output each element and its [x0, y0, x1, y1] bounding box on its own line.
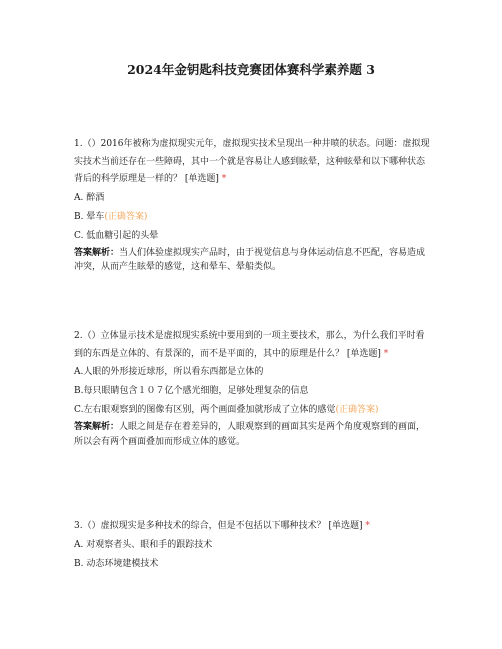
option-a[interactable]: A. 对观察者头、眼和手的跟踪技术 [74, 539, 213, 550]
question-stem-text: 2.（）立体显示技术是虚拟现实系统中要用到的一项主要技术，那么，为什么我们平时看到的东西是立体的、有景深的，而不是平面的，其中的原理是什么？ [单选题] [74, 331, 425, 359]
option-b[interactable]: B. 晕车(正确答案) [74, 211, 148, 222]
question-stem-text: 1.（）2016年被称为虚拟现实元年，虚拟现实技术呈现出一种井喷的状态。问题：虚拟现实技术当前还存在一些障碍，其中一个就是容易让人感到眩晕，这种眩晕和以下哪种状态背后的科学原理是一样的？ [单选题] [74, 139, 430, 184]
question-stem [74, 136, 432, 189]
required-mark: * [383, 348, 389, 359]
question-1 [74, 136, 432, 275]
answer-analysis [74, 420, 432, 449]
correct-answer-tag: (正确答案) [335, 405, 379, 415]
option-c[interactable]: C. 低血糖引起的头晕 [74, 230, 159, 241]
question-3 [74, 518, 432, 574]
question-stem [74, 328, 432, 363]
document-title: 2024年金钥匙科技竞赛团体赛科学素养题 3 [127, 62, 375, 77]
correct-answer-tag: (正确答案) [104, 211, 148, 222]
question-2 [74, 328, 432, 449]
required-mark: * [221, 174, 227, 184]
option-b[interactable]: B.每只眼睛包含１０７亿个感光细胞，足够处理复杂的信息 [74, 386, 309, 396]
option-a[interactable]: A.人眼的外形接近球形，所以看东西都是立体的 [74, 367, 264, 377]
analysis-text: 人眼之间是存在着差异的，人眼观察到的画面其实是两个角度观察到的画面，所以会有两个画面叠加而形成立体的感觉。 [74, 422, 426, 447]
answer-analysis [74, 246, 432, 275]
option-c[interactable]: C.左右眼观察到的图像有区别，两个画面叠加就形成了立体的感觉(正确答案) [74, 405, 379, 415]
option-b[interactable]: B. 动态环境建模技术 [74, 558, 159, 569]
option-a[interactable]: A. 醉酒 [74, 192, 105, 203]
analysis-label: 答案解析： [74, 422, 120, 432]
analysis-text: 当人们体验虚拟现实产品时，由于视觉信息与身体运动信息不匹配，容易造成冲突，从而产生眩晕的感觉，这和晕车、晕船类似。 [74, 247, 426, 272]
question-stem [74, 518, 432, 536]
question-stem-text: 3.（）虚拟现实是多种技术的综合，但是不包括以下哪种技术？ [单选题] [74, 521, 363, 531]
required-mark: * [365, 521, 370, 531]
analysis-label: 答案解析： [74, 247, 120, 258]
